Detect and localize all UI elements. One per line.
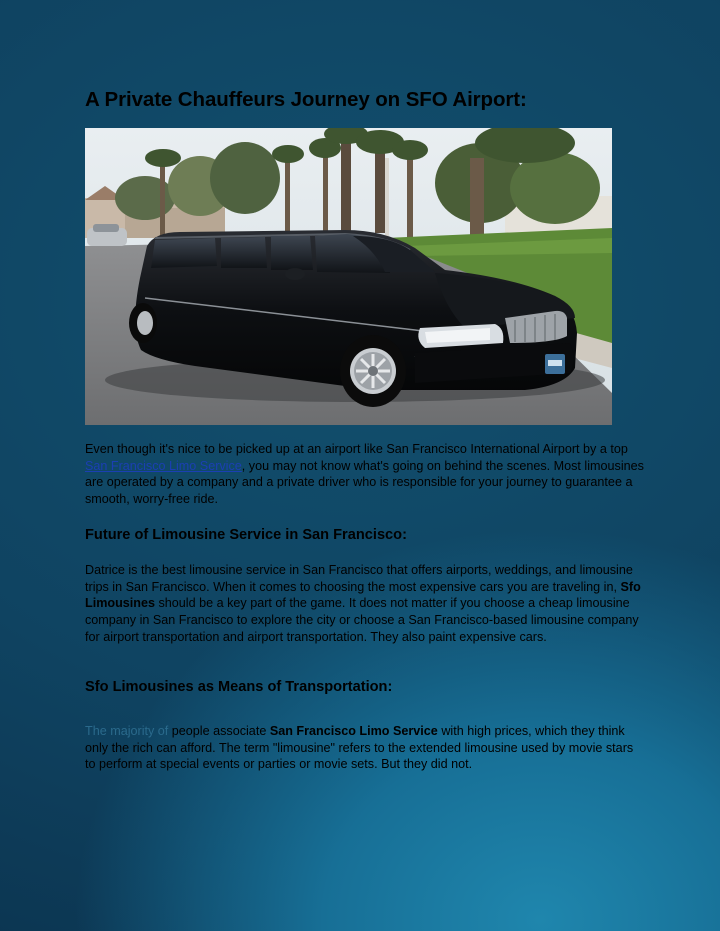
section-heading-future: Future of Limousine Service in San Francisco: <box>85 527 407 543</box>
future-text-before-bold: Datrice is the best limousine service in San Francisco that offers airports, weddings, and limousine trips in San Francisco. When it comes to choosing the most expensive cars you are traveling in, <box>85 563 633 594</box>
transportation-paragraph <box>85 723 645 773</box>
transport-text-before-bold: people associate <box>168 724 270 738</box>
intro-paragraph <box>85 441 645 508</box>
transport-bold-term: San Francisco Limo Service <box>269 724 438 738</box>
transport-text-after-bold: with high prices, which they think only the rich can afford. The term "limousine" refers to the extended limousine used by movie stars to perform at special events or parties or movie sets. But they did not. <box>85 724 634 772</box>
intro-text-after-link: , you may not know what's going on behind the scenes. Most limousines are operated by a company and a private driver who is responsible for your journey to guarantee a smooth, worry-free ride. <box>85 458 644 507</box>
future-paragraph <box>85 562 645 646</box>
future-bold-term: Sfo Limousines <box>85 579 641 611</box>
sf-limo-service-link[interactable]: San Francisco Limo Service <box>85 458 242 473</box>
limousine-photo <box>85 128 612 425</box>
section-heading-transportation: Sfo Limousines as Means of Transportation: <box>85 679 393 695</box>
future-text-after-bold: should be a key part of the game. It does not matter if you choose a cheap limousine company in San Francisco to explore the city or choose a San Francisco-based limousine company for airport transportation and airport transportation. They also paint expensive cars. <box>85 596 639 644</box>
faint-lead-text: The majority of <box>85 724 169 738</box>
page-title: A Private Chauffeurs Journey on SFO Airport: <box>85 88 527 111</box>
intro-text-before-link: Even though it's nice to be picked up at an airport like San Francisco International Airport by a top <box>85 442 628 456</box>
